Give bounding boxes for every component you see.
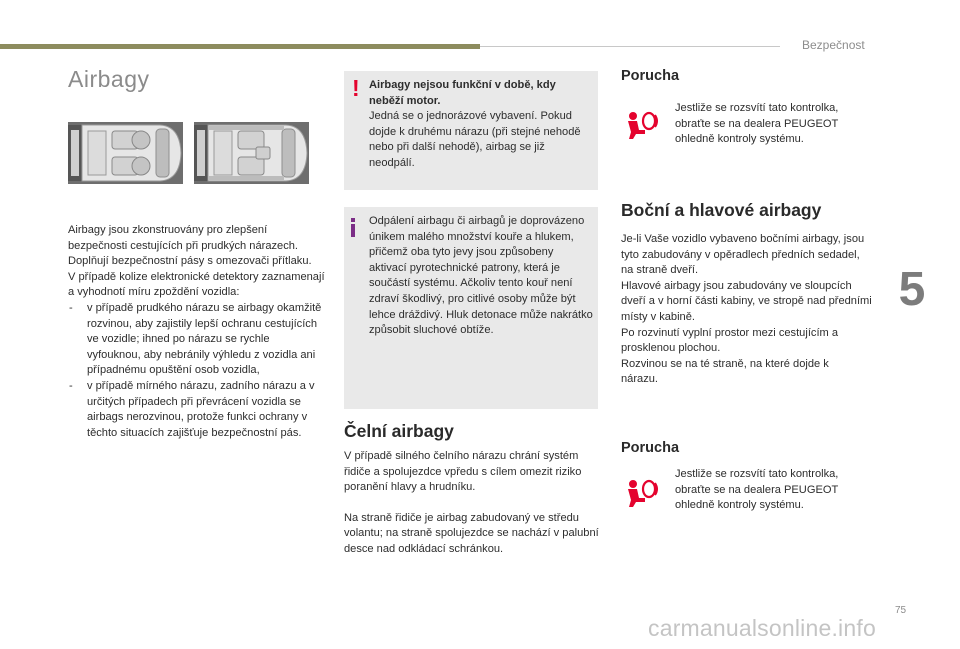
chapter-number: 5: [898, 263, 926, 316]
intro-text: [68, 223, 326, 441]
info-box: [344, 207, 598, 409]
airbag-warning-light-icon: [624, 478, 662, 508]
front-paragraph: V případě silného čelního nárazu chrání systém řidiče a spolujezdce vpředu s cílem omezit riziko poranění hlavy a hrudníku.: [344, 450, 582, 494]
side-airbags-heading: Boční a hlavové airbagy: [621, 200, 822, 220]
car-side-airbags-illustration: [194, 120, 309, 186]
list-item: - v případě prudkého nárazu se airbagy okamžitě rozvinou, aby zajistily lepší ochranu cestujících ve vozidle; ihned po nárazu se rychle vyfouknou, aby nebránily výhledu z vozidla ani případnému opuštění osob vozidla,: [68, 301, 326, 379]
side-airbags-text: [621, 232, 873, 388]
fault-heading: Porucha: [621, 68, 680, 84]
front-airbags-heading: Čelní airbagy: [344, 421, 454, 441]
warning-bold-line: Airbagy nejsou funkční v době, kdy neběží motor.: [369, 79, 556, 107]
side-line: Po rozvinutí vyplní prostor mezi cestujícím a prosklenou plochou.: [621, 326, 839, 355]
fault-heading: Porucha: [621, 440, 680, 456]
warning-text: [369, 78, 591, 172]
warning-body: Jedná se o jednorázové vybavení. Pokud dojde k druhému nárazu (při stejné nehodě nebo při další nehodě), airbag se již neodpálí.: [369, 110, 581, 169]
page-number: 75: [895, 605, 907, 616]
side-line: Rozvinou se na té straně, na které dojde k nárazu.: [621, 357, 829, 386]
fault-text: Jestliže se rozsvítí tato kontrolka, obraťte se na dealera PEUGEOT ohledně kontroly systému.: [675, 468, 839, 512]
section-name: Bezpečnost: [802, 38, 865, 52]
header-rule: [480, 46, 780, 47]
header-accent-bar: [0, 44, 480, 49]
warning-exclamation-icon: !: [352, 75, 360, 101]
list-item: - v případě mírného nárazu, zadního nárazu a v určitých případech při převrácení vozidla se airbags nerozvinou, protože funkci ochrany v těchto situacích zajišťuje bezpečnostní pás.: [68, 379, 326, 441]
side-line: Je-li Vaše vozidlo vybaveno bočními airbagy, jsou tyto zabudovány v opěradlech předních sedadel, na straně dveří.: [621, 233, 865, 277]
front-airbags-text: [344, 449, 600, 558]
info-body: Odpálení airbagu či airbagů je doprovázeno únikem malého množství kouře a hlukem, přičemž oba tyto jevy jsou způsobeny aktivací pyrotechnické patrony, která je součástí systému. Ačkoliv tento kouř není zdraví škodlivý, pro citlivé osoby může být lehce dráždivý. Hluk detonace může nakrátko způsobit sluchové obtíže.: [369, 215, 593, 337]
info-icon: [351, 218, 355, 237]
collision-list: [68, 301, 326, 441]
intro-paragraph: Airbagy jsou zkonstruovány pro zlepšení bezpečnosti cestujících při prudkých nárazech. Doplňují bezpečnostní pásy s omezovači přítlaku.: [68, 224, 312, 268]
airbag-warning-light-icon: [624, 110, 662, 140]
watermark: carmanualsonline.info: [648, 615, 876, 641]
car-front-airbags-illustration: [68, 120, 183, 186]
info-text: [369, 214, 594, 339]
front-paragraph: Na straně řidiče je airbag zabudovaný ve středu volantu; na straně spolujezdce se nachází v palubní desce nad odkládací schránkou.: [344, 511, 599, 555]
page-title: Airbagy: [68, 66, 150, 92]
collision-paragraph: V případě kolize elektronické detektory zaznamenají a vyhodnotí míru zpoždění vozidla:: [68, 270, 325, 299]
warning-box: [344, 71, 598, 190]
fault-text: Jestliže se rozsvítí tato kontrolka, obraťte se na dealera PEUGEOT ohledně kontroly systému.: [675, 102, 839, 146]
side-line: Hlavové airbagy jsou zabudovány ve sloupcích dveří a v horní části kabiny, ve stropě nad předními místy v kabině.: [621, 279, 872, 323]
